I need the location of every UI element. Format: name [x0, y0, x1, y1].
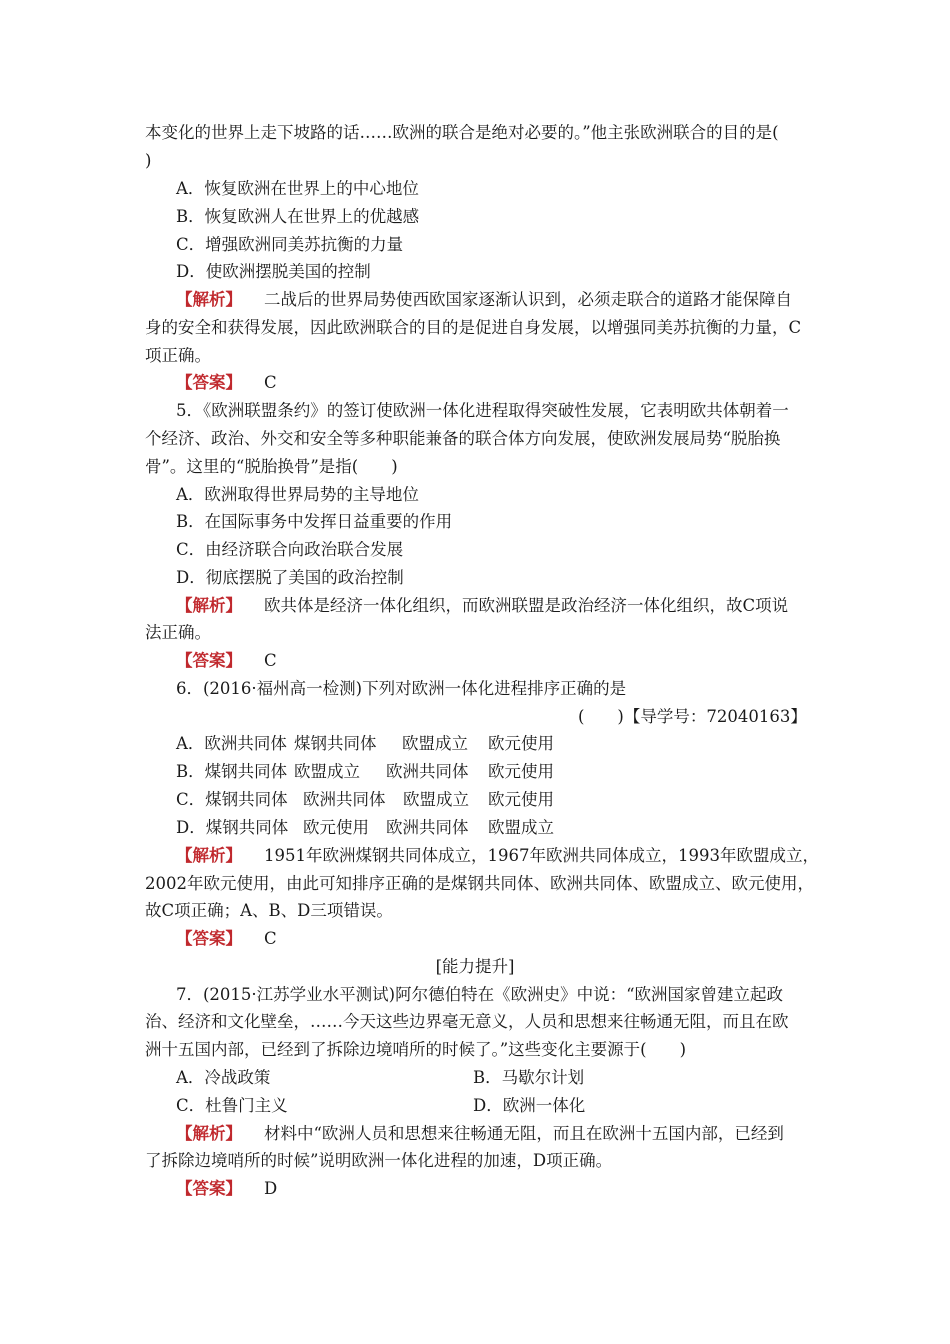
- q6-stem-line: 6．(2016·福州高一检测)下列对欧洲一体化进程排序正确的是: [176, 679, 627, 698]
- q7-stem-line: 7．(2015·江苏学业水平测试)阿尔德伯特在《欧洲史》中说：“欧洲国家曾建立起政: [176, 985, 784, 1004]
- q4-stem-line: ): [145, 151, 152, 170]
- q4-analysis-line: 项正确。: [145, 346, 211, 365]
- option-item: 欧元使用: [488, 734, 554, 753]
- q4-analysis-line: 身的安全和获得发展，因此欧洲联合的目的是促进自身发展，以增强同美苏抗衡的力量，C: [145, 318, 802, 337]
- q4-answer: [176, 373, 277, 393]
- q7-option-a: A．冷战政策: [176, 1068, 271, 1087]
- option-item: 欧元使用: [303, 818, 369, 837]
- option-item: D．煤钢共同体: [176, 818, 289, 837]
- q7-option-c: C．杜鲁门主义: [176, 1096, 288, 1115]
- option-item: 欧盟成立: [402, 734, 468, 753]
- q5-stem-line: 5．《欧洲联盟条约》的签订使欧洲一体化进程取得突破性发展，它表明欧共体朝着一: [176, 401, 789, 420]
- q6-option-b: [176, 762, 554, 782]
- option-item: 欧盟成立: [488, 818, 554, 837]
- q7-analysis: [176, 1124, 784, 1144]
- q4-option-b: B．恢复欧洲人在世界上的优越感: [176, 207, 420, 226]
- analysis-text: 材料中“欧洲人员和思想来往畅通无阻，而且在欧洲十五国内部，已经到: [264, 1124, 784, 1143]
- option-item: 欧洲共同体: [386, 762, 469, 781]
- q5-stem-line: 个经济、政治、外交和安全等多种职能兼备的联合体方向发展，使欧洲发展局势“脱胎换: [145, 429, 781, 448]
- q6-analysis-line: 2002年欧元使用，由此可知排序正确的是煤钢共同体、欧洲共同体、欧盟成立、欧元使用，: [145, 874, 814, 893]
- q4-option-a: A．恢复欧洲在世界上的中心地位: [176, 179, 419, 198]
- analysis-text: 欧共体是经济一体化组织，而欧洲联盟是政治经济一体化组织，故C项说: [264, 596, 789, 615]
- q5-option-d: D．彻底摆脱了美国的政治控制: [176, 568, 404, 587]
- q6-answer: [176, 929, 277, 949]
- analysis-label: 【解析】: [176, 846, 242, 865]
- option-item: 煤钢共同体: [294, 734, 377, 753]
- q5-analysis-line: 法正确。: [145, 623, 211, 642]
- analysis-text: 二战后的世界局势使西欧国家逐渐认识到，必须走联合的道路才能保障自: [264, 290, 792, 309]
- analysis-text: 1951年欧洲煤钢共同体成立，1967年欧洲共同体成立，1993年欧盟成立，: [264, 846, 819, 865]
- q5-option-a: A．欧洲取得世界局势的主导地位: [176, 485, 419, 504]
- q7-option-d: D．欧洲一体化: [473, 1096, 586, 1115]
- answer-label: 【答案】: [176, 1179, 242, 1198]
- q7-answer: [176, 1179, 277, 1199]
- option-item: A．欧洲共同体: [176, 734, 287, 753]
- q4-option-d: D．使欧洲摆脱美国的控制: [176, 262, 371, 281]
- option-item: C．煤钢共同体: [176, 790, 288, 809]
- q5-analysis: [176, 596, 788, 616]
- option-item: 欧盟成立: [294, 762, 360, 781]
- option-item: 欧洲共同体: [386, 818, 469, 837]
- q7-stem-line: 洲十五国内部，已经到了拆除边境哨所的时候了。”这些变化主要源于( ): [145, 1040, 687, 1059]
- q5-stem-line: 骨”。这里的“脱胎换骨”是指( ): [145, 457, 398, 476]
- q7-option-b: B．马歇尔计划: [473, 1068, 585, 1087]
- q6-option-d: [176, 818, 554, 838]
- q5-option-c: C．由经济联合向政治联合发展: [176, 540, 404, 559]
- answer-value: C: [264, 929, 277, 948]
- q7-analysis-line: 了拆除边境哨所的时候”说明欧洲一体化进程的加速，D项正确。: [145, 1151, 613, 1170]
- option-item: 欧元使用: [488, 790, 554, 809]
- analysis-label: 【解析】: [176, 596, 242, 615]
- analysis-label: 【解析】: [176, 290, 242, 309]
- q4-stem-line: 本变化的世界上走下坡路的话……欧洲的联合是绝对必要的。”他主张欧洲联合的目的是(: [145, 123, 779, 142]
- option-item: 欧元使用: [488, 762, 554, 781]
- q7-stem-line: 治、经济和文化壁垒，……今天这些边界毫无意义，人员和思想来往畅通无阻，而且在欧: [145, 1012, 789, 1031]
- answer-label: 【答案】: [176, 651, 242, 670]
- q6-analysis-line: 故C项正确；A、B、D三项错误。: [145, 901, 393, 920]
- option-item: 欧洲共同体: [303, 790, 386, 809]
- analysis-label: 【解析】: [176, 1124, 242, 1143]
- q6-option-c: [176, 790, 554, 810]
- q6-analysis: [176, 846, 819, 866]
- section-title: [能力提升]: [435, 957, 515, 976]
- answer-label: 【答案】: [176, 373, 242, 392]
- q6-option-a: [176, 734, 554, 754]
- q6-guide-number: ( )【导学号：72040163】: [578, 707, 807, 726]
- answer-value: D: [264, 1179, 278, 1198]
- answer-value: C: [264, 651, 277, 670]
- q4-option-c: C．增强欧洲同美苏抗衡的力量: [176, 235, 404, 254]
- answer-value: C: [264, 373, 277, 392]
- option-item: 欧盟成立: [403, 790, 469, 809]
- q5-answer: [176, 651, 277, 671]
- q4-analysis: [176, 290, 792, 310]
- option-item: B．煤钢共同体: [176, 762, 288, 781]
- answer-label: 【答案】: [176, 929, 242, 948]
- q5-option-b: B．在国际事务中发挥日益重要的作用: [176, 512, 453, 531]
